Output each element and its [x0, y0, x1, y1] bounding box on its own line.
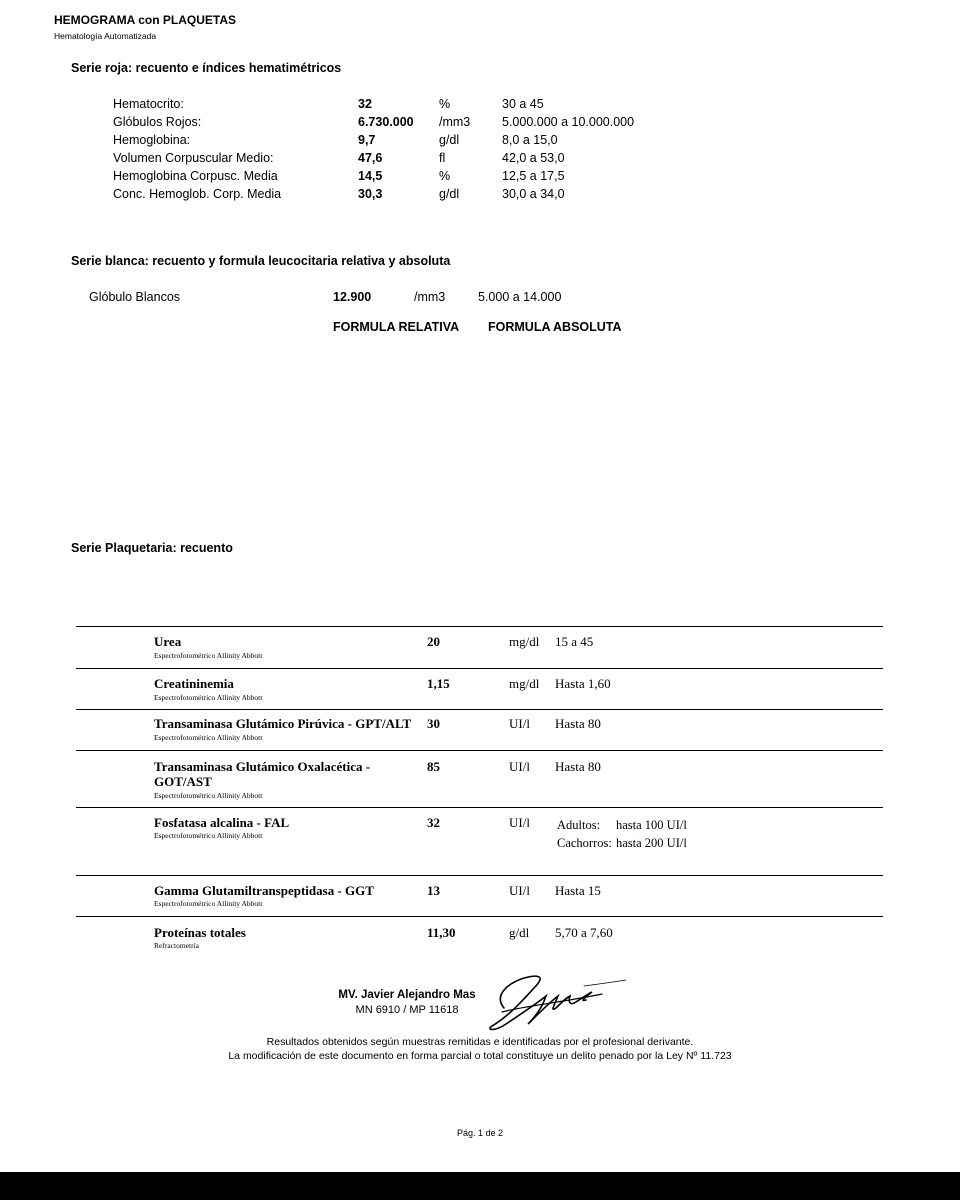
signature-stroke: [490, 976, 592, 1029]
footer-note-2: La modificación de este documento en forma parcial o total constituye un delito penado por la Ley Nº 11.723: [228, 1050, 732, 1062]
row-unit: fl: [439, 151, 446, 165]
report-title: HEMOGRAMA con PLAQUETAS: [54, 13, 236, 27]
test-name: Urea: [154, 634, 182, 649]
test-method: Espectrofotométrico Allinity Abbott: [154, 791, 263, 800]
test-value: 85: [427, 759, 440, 774]
table-row: [0, 151, 960, 169]
row-unit: %: [439, 169, 451, 183]
test-reference: Hasta 80: [555, 716, 601, 731]
row-reference: 30 a 45: [502, 97, 544, 111]
row-unit: /mm3: [439, 115, 471, 129]
test-unit: UI/l: [509, 759, 530, 774]
report-subtitle: Hematología Automatizada: [54, 31, 157, 41]
row-value: 9,7: [358, 133, 376, 147]
test-unit: UI/l: [509, 815, 530, 830]
row-reference: 12,5 a 17,5: [502, 169, 565, 183]
divider: [76, 750, 883, 751]
row-value: 47,6: [358, 151, 383, 165]
table-row: [0, 169, 960, 187]
test-unit: mg/dl: [509, 634, 540, 649]
row-unit: g/dl: [439, 187, 460, 201]
divider: [76, 709, 883, 710]
serie-plaquetaria-heading: Serie Plaquetaria: recuento: [71, 541, 233, 555]
test-name: Gamma Glutamiltranspeptidasa - GGT: [154, 883, 374, 898]
test-method: Espectrofotométrico Allinity Abbott: [154, 651, 263, 660]
signature-underline: [502, 994, 602, 1012]
row-reference: 5.000.000 a 10.000.000: [502, 115, 635, 129]
test-unit: g/dl: [509, 925, 530, 940]
ref-pup-label: Cachorros:: [557, 836, 612, 850]
test-unit: UI/l: [509, 716, 530, 731]
test-reference: 5,70 a 7,60: [555, 925, 613, 940]
test-unit: mg/dl: [509, 676, 540, 691]
row-label: Hemoglobina:: [113, 133, 191, 147]
test-reference: Hasta 15: [555, 883, 601, 898]
test-name: Creatininemia: [154, 676, 234, 691]
row-value: 14,5: [358, 169, 383, 183]
footer-note-1: Resultados obtenidos según muestras remitidas e identificadas por el profesional derivante.: [266, 1036, 694, 1048]
test-reference: Hasta 1,60: [555, 676, 611, 691]
row-label: Hemoglobina Corpusc. Media: [113, 169, 278, 183]
formula-absoluta-header: FORMULA ABSOLUTA: [488, 320, 622, 334]
test-method: Espectrofotométrico Allinity Abbott: [154, 733, 263, 742]
ref-adult-label: Adultos:: [557, 818, 601, 832]
row-value: 12.900: [333, 290, 372, 304]
divider: [76, 916, 883, 917]
test-value: 13: [427, 883, 440, 898]
row-reference: 8,0 a 15,0: [502, 133, 558, 147]
table-row: [0, 290, 960, 308]
test-name: Proteínas totales: [154, 925, 246, 940]
table-row: [0, 133, 960, 151]
row-label: Volumen Corpuscular Medio:: [113, 151, 274, 165]
row-label: Glóbulo Blancos: [89, 290, 181, 304]
test-name: Transaminasa Glutámico Oxalacética -: [154, 759, 371, 774]
formula-relativa-header: FORMULA RELATIVA: [333, 320, 460, 334]
table-row: [0, 97, 960, 115]
test-reference: 15 a 45: [555, 634, 594, 649]
row-label: Conc. Hemoglob. Corp. Media: [113, 187, 282, 201]
row-reference: 5.000 a 14.000: [478, 290, 562, 304]
test-method: Espectrofotométrico Allinity Abbott: [154, 693, 263, 702]
test-method: Espectrofotométrico Allinity Abbott: [154, 899, 263, 908]
divider: [76, 875, 883, 876]
table-row: [0, 115, 960, 133]
row-unit: /mm3: [414, 290, 446, 304]
test-value: 30: [427, 716, 440, 731]
signer-license: [0, 1004, 960, 1016]
test-reference: Hasta 80: [555, 759, 601, 774]
row-label: Glóbulos Rojos:: [113, 115, 202, 129]
row-value: 30,3: [358, 187, 383, 201]
bottom-bar: [0, 1172, 960, 1200]
divider: [76, 807, 883, 808]
test-value: 11,30: [427, 925, 456, 940]
serie-blanca-heading: Serie blanca: recuento y formula leucocitaria relativa y absoluta: [71, 254, 451, 268]
table-row: [0, 187, 960, 205]
row-unit: %: [439, 97, 451, 111]
divider: [76, 668, 883, 669]
signer-name: [0, 989, 960, 1001]
test-method: Refractometría: [154, 941, 199, 950]
row-value: 32: [358, 97, 372, 111]
row-value: 6.730.000: [358, 115, 414, 129]
row-unit: g/dl: [439, 133, 460, 147]
signer-license-text: MN 6910 / MP 11618: [355, 1004, 459, 1016]
ref-adult-value: hasta 100 UI/l: [616, 818, 687, 832]
page-number: Pág. 1 de 2: [456, 1128, 504, 1138]
test-name-continued: GOT/AST: [154, 774, 212, 789]
divider: [76, 626, 883, 627]
serie-roja-heading: Serie roja: recuento e índices hematimétricos: [71, 61, 342, 75]
test-name: Fosfatasa alcalina - FAL: [154, 815, 290, 830]
test-unit: UI/l: [509, 883, 530, 898]
test-method: Espectrofotométrico Allinity Abbott: [154, 831, 263, 840]
test-value: 1,15: [427, 676, 450, 691]
test-name: Transaminasa Glutámico Pirúvica - GPT/ALT: [154, 716, 412, 731]
ref-pup-value: hasta 200 UI/l: [616, 836, 687, 850]
test-value: 32: [427, 815, 440, 830]
row-reference: 42,0 a 53,0: [502, 151, 565, 165]
row-reference: 30,0 a 34,0: [502, 187, 565, 201]
signature-image: [484, 966, 634, 1036]
signature-flourish: [584, 980, 626, 986]
signer-name-text: MV. Javier Alejandro Mas: [338, 989, 476, 1001]
test-value: 20: [427, 634, 440, 649]
row-label: Hematocrito:: [113, 97, 184, 111]
